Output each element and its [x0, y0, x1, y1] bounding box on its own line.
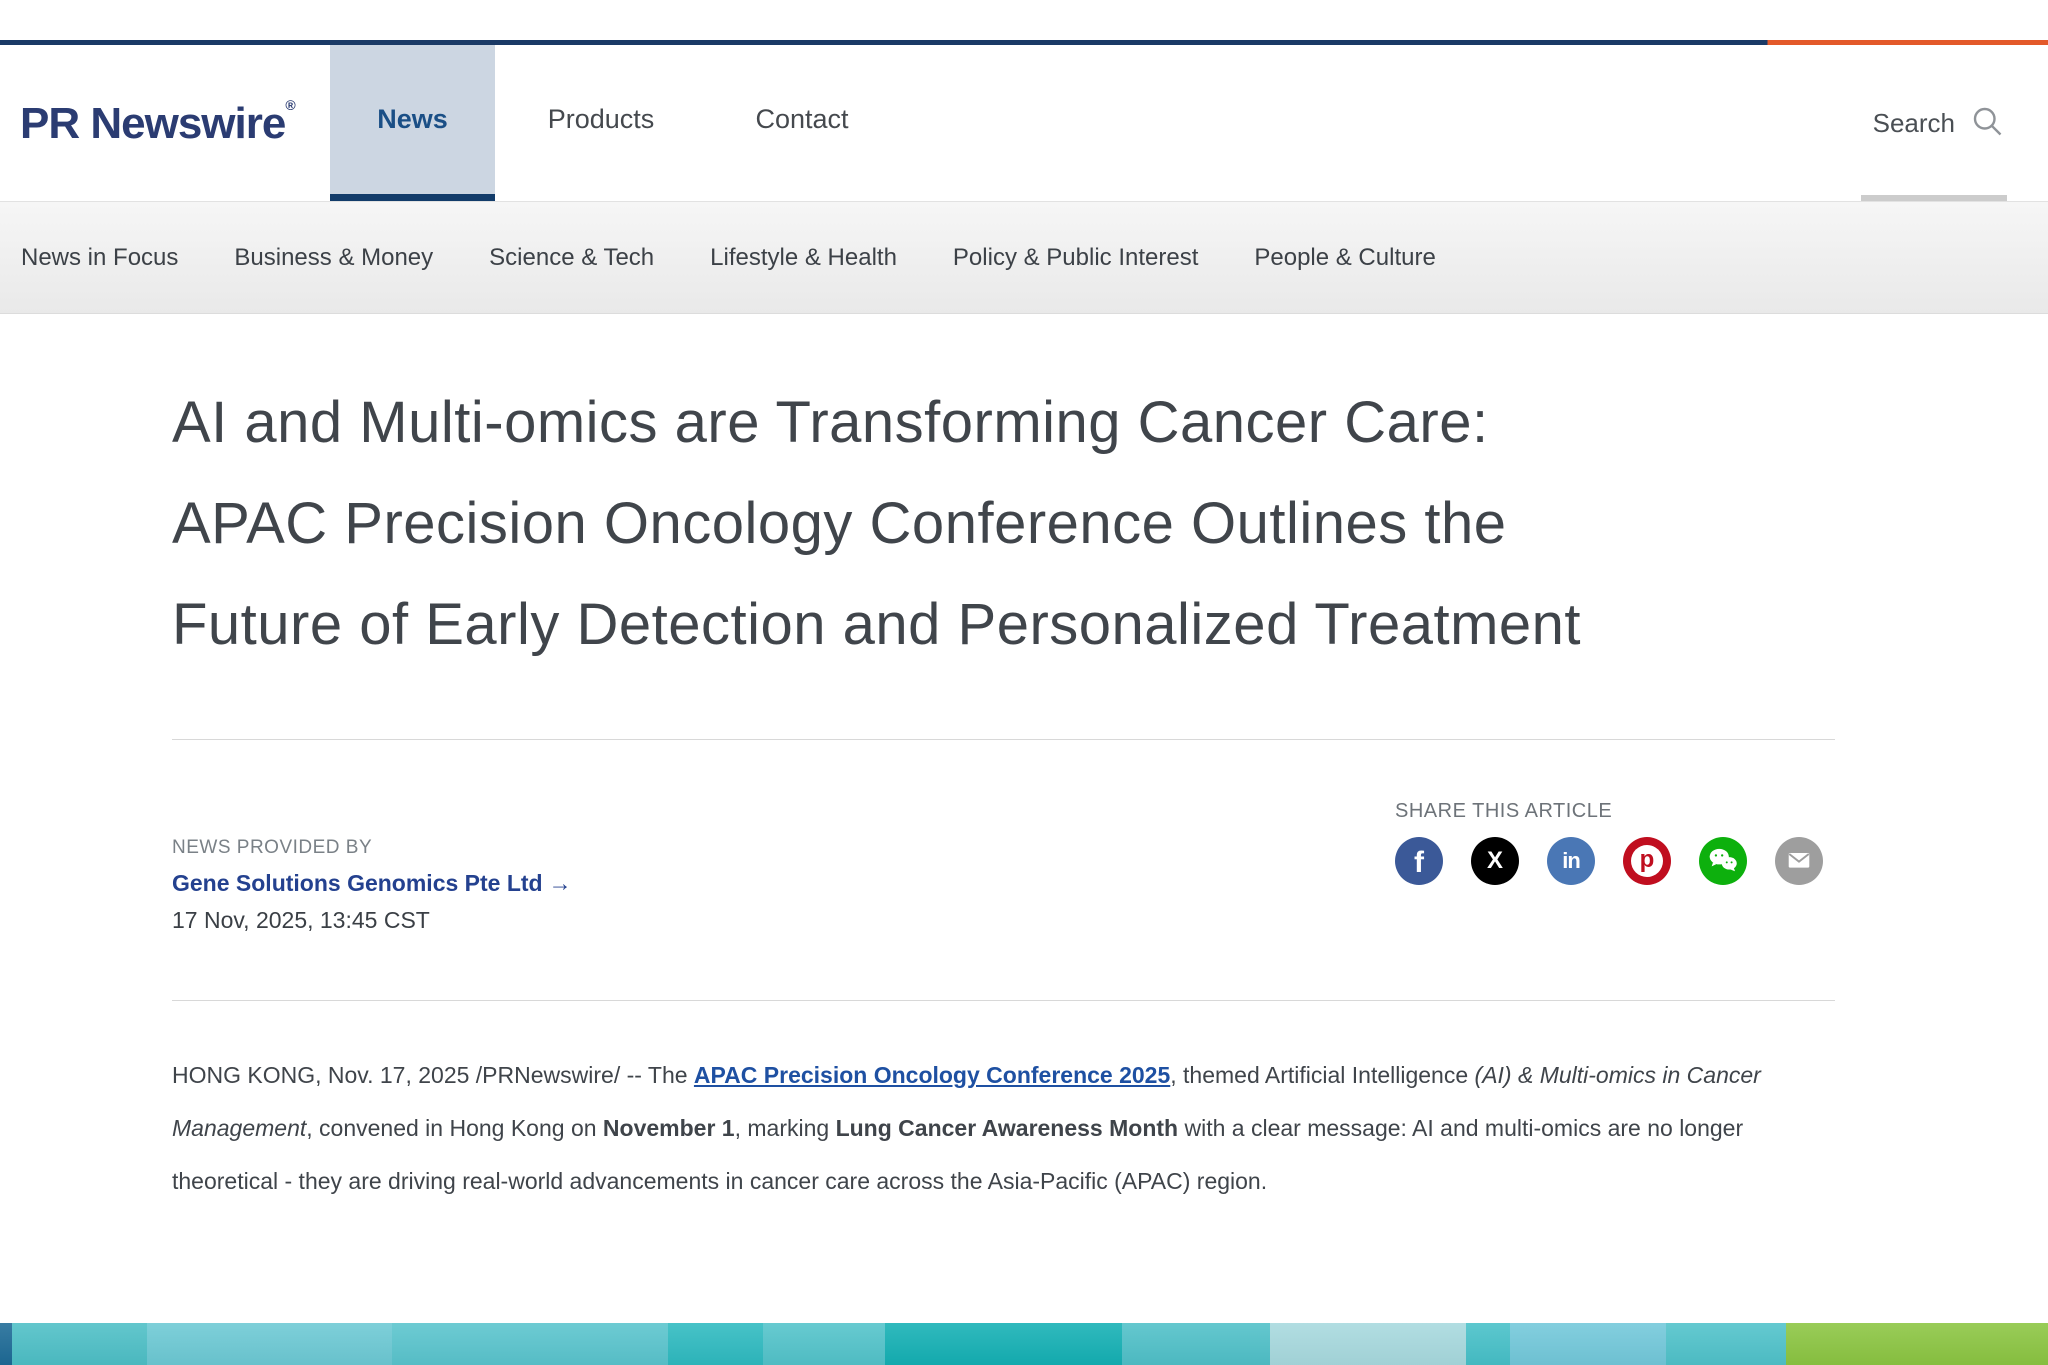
- news-provided-by-label: NEWS PROVIDED BY: [172, 837, 373, 858]
- footer-strip-block-10: [1510, 1323, 1666, 1365]
- conference-link[interactable]: APAC Precision Oncology Conference 2025: [693, 1062, 1171, 1088]
- tab-products[interactable]: [540, 45, 662, 201]
- tab-contact[interactable]: [747, 45, 857, 201]
- pr-newswire-logo[interactable]: [20, 97, 295, 149]
- source-company-name: Gene Solutions Genomics Pte Ltd: [172, 870, 543, 896]
- category-nav-item-business-money[interactable]: Business & Money: [234, 243, 434, 271]
- search-button[interactable]: [1873, 45, 2048, 201]
- share-facebook-button[interactable]: [1395, 837, 1443, 885]
- body-segment-8: with a clear message: AI and multi-omics are no longer theoretical - they are driving real-world advancements in cancer care across the Asia-Pacific (APAC) region.: [172, 1115, 1744, 1194]
- registered-mark: ®: [285, 97, 295, 113]
- headline-line-1: AI and Multi-omics are Transforming Cancer Care:: [172, 390, 1489, 455]
- site-header: [0, 45, 2048, 201]
- wechat-icon: [1708, 847, 1738, 876]
- footer-strip-block-9: [1466, 1323, 1510, 1365]
- email-icon: [1786, 847, 1812, 876]
- footer-strip-block-11: [1666, 1323, 1786, 1365]
- search-underline: [1861, 195, 2007, 201]
- footer-strip-block-4: [668, 1323, 763, 1365]
- footer-color-strip: [0, 1323, 2048, 1365]
- top-whitespace: [0, 0, 2048, 40]
- source-company-link[interactable]: [172, 870, 572, 897]
- footer-strip-block-0: [0, 1323, 12, 1365]
- header-spacer: [857, 45, 1873, 201]
- category-nav: [0, 201, 2048, 314]
- body-segment-4: , convened in Hong Kong on: [306, 1115, 603, 1141]
- share-linkedin-button[interactable]: [1547, 837, 1595, 885]
- footer-strip-block-12: [1786, 1323, 2048, 1365]
- tab-contact-label: Contact: [755, 104, 849, 134]
- footer-strip-block-1: [12, 1323, 147, 1365]
- linkedin-icon: in: [1562, 848, 1580, 873]
- category-nav-item-news-in-focus[interactable]: News in Focus: [21, 243, 179, 271]
- share-icons-row: [1395, 837, 1835, 885]
- body-segment-3: (AI) & Multi-omics in Cancer Management: [172, 1062, 1761, 1141]
- arrow-right-icon: →: [548, 870, 572, 896]
- article-headline: [172, 372, 1835, 675]
- x-twitter-icon: X: [1486, 847, 1503, 874]
- headline-line-3: Future of Early Detection and Personalized Treatment: [172, 592, 1582, 657]
- body-segment-5: November 1: [602, 1115, 735, 1141]
- footer-strip-block-8: [1270, 1323, 1466, 1365]
- pinterest-glyph: p: [1639, 846, 1655, 873]
- headline-line-2: APAC Precision Oncology Conference Outlines the: [172, 491, 1507, 556]
- category-nav-item-lifestyle-health[interactable]: Lifestyle & Health: [710, 243, 897, 271]
- share-x-twitter-button[interactable]: [1471, 837, 1519, 885]
- pinterest-icon: [1631, 845, 1663, 877]
- article-body-paragraph: [172, 1049, 1840, 1208]
- category-nav-item-people-culture[interactable]: People & Culture: [1254, 243, 1436, 271]
- tab-news[interactable]: [330, 45, 495, 201]
- body-segment-2: , themed Artificial Intelligence: [1170, 1062, 1475, 1088]
- share-label: SHARE THIS ARTICLE: [1395, 800, 1613, 822]
- article-meta-row: [172, 740, 1835, 934]
- share-email-button[interactable]: [1775, 837, 1823, 885]
- share-section: [1395, 740, 1835, 885]
- footer-strip-block-2: [147, 1323, 392, 1365]
- search-label: Search: [1872, 107, 1955, 138]
- news-provided-by: [172, 740, 572, 934]
- search-icon: [1969, 103, 2005, 144]
- footer-strip-block-5: [763, 1323, 885, 1365]
- logo-wrap: [0, 45, 330, 201]
- body-segment-7: Lung Cancer Awareness Month: [835, 1115, 1179, 1141]
- body-segment-6: , marking: [734, 1115, 836, 1141]
- divider-bottom: [172, 1000, 1835, 1001]
- article: [172, 372, 1835, 1208]
- category-nav-item-science-tech[interactable]: Science & Tech: [489, 243, 655, 271]
- footer-strip-block-7: [1122, 1323, 1270, 1365]
- body-segment-0: HONG KONG, Nov. 17, 2025 /PRNewswire/ -- The: [172, 1062, 694, 1088]
- category-nav-item-policy-public-interest[interactable]: Policy & Public Interest: [952, 243, 1199, 271]
- tab-products-label: Products: [547, 104, 655, 134]
- share-wechat-button[interactable]: [1699, 837, 1747, 885]
- share-pinterest-button[interactable]: [1623, 837, 1671, 885]
- tab-news-label: News: [377, 104, 448, 134]
- logo-text: PR Newswire: [20, 99, 286, 148]
- footer-strip-block-6: [885, 1323, 1122, 1365]
- publish-date: 17 Nov, 2025, 13:45 CST: [172, 907, 430, 933]
- facebook-icon: f: [1414, 846, 1424, 879]
- footer-strip-block-3: [392, 1323, 668, 1365]
